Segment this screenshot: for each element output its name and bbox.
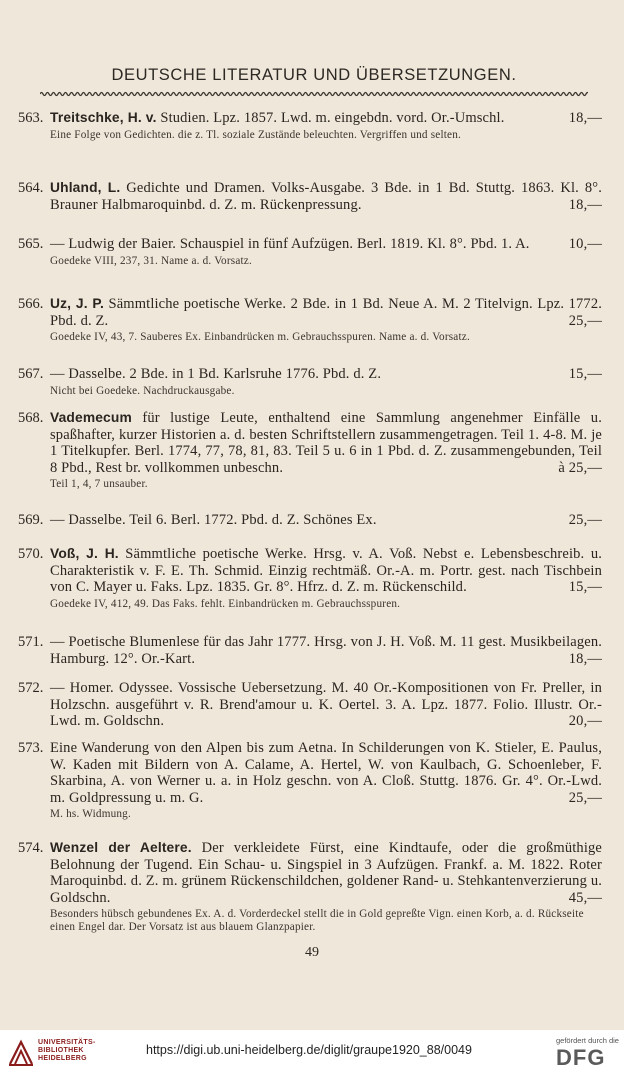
entry-number: 570. (18, 546, 44, 562)
entry-number: 569. (18, 512, 44, 528)
page-number: 49 (305, 945, 319, 960)
catalog-entry (18, 840, 602, 933)
entry-text: — Poetische Blumenlese für das Jahr 1777. Hrsg. von J. H. Voß. M. 11 gest. Musikbeilagen. Hamburg. 12°. Or.-Kart. (50, 634, 602, 667)
entry-author: Vademecum (50, 410, 132, 425)
entry-number: 563. (18, 110, 44, 126)
entry-number: 572. (18, 680, 44, 696)
entry-author: Treitschke, H. v. (50, 110, 157, 125)
entry-note: Goedeke IV, 43, 7. Sauberes Ex. Einbandrücken m. Gebrauchsspuren. Name a. d. Vorsatz. (50, 331, 470, 343)
entry-text: — Ludwig der Baier. Schauspiel in fünf Aufzügen. Berl. 1819. Kl. 8°. Pbd. 1. A. (50, 236, 530, 252)
catalog-entry (18, 680, 602, 730)
entry-text: Eine Wanderung von den Alpen bis zum Aetna. In Schilderungen von K. Stieler, E. Paulus, W. Kaden mit Bildern von A. Calame, A. Hertel, W. von Kaulbach, G. Schoenleber, F. Skarbina, A. von Werner u. a. in Holz geschn. von A. Cloß. Stuttg. 1876. Gr. 4°. Or.-Lwd. m. Goldpressung u. m. G. (50, 740, 602, 806)
entry-note: Goedeke IV, 412, 49. Das Faks. fehlt. Einbandrücken m. Gebrauchsspuren. (50, 597, 401, 610)
catalog-entry (18, 410, 602, 491)
dfg-logo: DFG (556, 1045, 606, 1070)
entry-note: M. hs. Widmung. (50, 808, 131, 820)
catalog-entry (18, 180, 602, 213)
entry-price: 10,— (568, 236, 602, 252)
entry-price: 20,— (568, 713, 602, 729)
entry-author: Uz, J. P. (50, 296, 104, 311)
entry-note: Besonders hübsch gebundenes Ex. A. d. Vorderdeckel stellt die in Gold gepreßte Vign. einen Korb, a. d. Rückseite einen Engel dar. Der Vorsatz ist aus blauem Glanzpapier. (50, 908, 584, 933)
entry-price: 15,— (568, 579, 602, 595)
viewer-footer (0, 1030, 624, 1074)
entry-price: à 25,— (558, 459, 602, 476)
entry-note: Eine Folge von Gedichten. die z. Tl. soziale Zustände beleuchten. Vergriffen und selten. (50, 128, 462, 141)
catalog-entry (18, 236, 602, 267)
catalog-entry (18, 110, 602, 141)
entry-text: Sämmtliche poetische Werke. Hrsg. v. A. Voß. Nebst e. Lebensbeschreib. u. Charakteristik v. F. E. Th. Schmid. Einzig rechtmäß. Or.-A. m. Portr. gest. nach Tischbein von C. Mayer u. Faks. Lpz. 1835. Gr. 8°. Hfrz. d. Z. m. Rückenschild. (50, 546, 602, 595)
entry-price: 18,— (568, 110, 602, 126)
catalog-entry (18, 740, 602, 821)
entry-number: 571. (18, 634, 44, 650)
entry-price: 45,— (568, 889, 602, 906)
entry-number: 565. (18, 236, 44, 252)
entry-number: 564. (18, 180, 44, 196)
page-url-link[interactable]: https://digi.ub.uni-heidelberg.de/diglit/graupe1920_88/0049 (146, 1043, 472, 1057)
entry-author: Voß, J. H. (50, 546, 119, 561)
entry-text: für lustige Leute, enthaltend eine Sammlung angenehmer Einfälle u. spaßhafter, kurzer Historien a. d. besten Schriftstellern zusammengetragen. Teil 1. 4-8. M. je 1 Titelkupfer. Berl. 1774, 77, 78, 81, 83. Teil 5 u. 6 in 1 Pbd. d. Z. zusammengebunden, Teil 8 Pbd., Rest br. vollkommen unbeschn. (50, 410, 602, 476)
entry-price: 25,— (568, 789, 602, 806)
entry-text: Der verkleidete Fürst, eine Kindtaufe, oder die großmüthige Belohnung der Tugend. Ein Schau- u. Singspiel in 3 Aufzügen. Frankf. a. M. 1822. Roter Maroquinbd. d. Z. m. grünem Rückenschildchen, goldener Rand- u. Stehkantenverzierung u. Goldschn. (50, 840, 602, 906)
entry-price: 18,— (568, 650, 602, 667)
header-wavy-rule (40, 90, 588, 98)
entry-number: 568. (18, 410, 44, 426)
page-header: DEUTSCHE LITERATUR UND ÜBERSETZUNGEN. (111, 66, 517, 84)
entry-note: Goedeke VIII, 237, 31. Name a. d. Vorsatz. (50, 254, 252, 267)
entry-number: 574. (18, 840, 44, 856)
catalog-entry (18, 512, 602, 529)
entry-note: Teil 1, 4, 7 unsauber. (50, 478, 148, 490)
entry-price: 15,— (568, 366, 602, 382)
entry-author: Uhland, L. (50, 180, 121, 195)
entry-text: — Dasselbe. 2 Bde. in 1 Bd. Karlsruhe 1776. Pbd. d. Z. (50, 366, 382, 382)
entry-text: — Homer. Odyssee. Vossische Uebersetzung. M. 40 Or.-Kompositionen von Fr. Preller, in Holzschn. ausgeführt v. R. Brend'amour u. K. Oertel. 3. A. Lpz. 1877. Folio. Illustr. Or.-Lwd. m. Goldschn. (50, 680, 602, 729)
catalog-entry (18, 634, 602, 667)
entry-note: Nicht bei Goedeke. Nachdruckausgabe. (50, 384, 235, 397)
entry-price: 25,— (568, 312, 602, 329)
entry-number: 567. (18, 366, 44, 382)
entry-text: Studien. Lpz. 1857. Lwd. m. eingebdn. vord. Or.-Umschl. (156, 110, 505, 126)
entry-text: Gedichte und Dramen. Volks-Ausgabe. 3 Bde. in 1 Bd. Stuttg. 1863. Kl. 8°. Brauner Halbmaroquinbd. d. Z. m. Rückenpressung. (50, 180, 602, 213)
entry-text: Sämmtliche poetische Werke. 2 Bde. in 1 Bd. Neue A. M. 2 Titelvign. Lpz. 1772. Pbd. d. Z. (50, 296, 602, 329)
university-library-label: UNIVERSITÄTS- BIBLIOTHEK HEIDELBERG (38, 1039, 96, 1062)
entry-number: 573. (18, 740, 44, 756)
university-library-icon (6, 1038, 36, 1068)
funding-caption: gefördert durch die (556, 1036, 619, 1045)
entry-author: Wenzel der Aeltere. (50, 840, 192, 855)
catalog-entry (18, 546, 602, 610)
catalog-entry (18, 366, 602, 397)
entry-price: 25,— (568, 512, 602, 528)
entry-text: — Dasselbe. Teil 6. Berl. 1772. Pbd. d. Z. Schönes Ex. (50, 512, 377, 528)
entry-number: 566. (18, 296, 44, 312)
entry-price: 18,— (568, 196, 602, 213)
catalog-entry (18, 296, 602, 344)
